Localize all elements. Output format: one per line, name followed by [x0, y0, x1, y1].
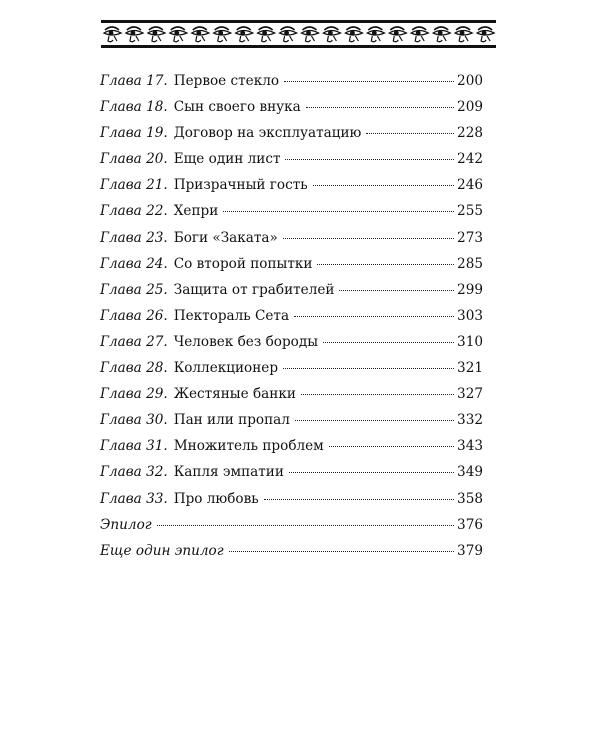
chapter-title: Жестяные банки [173, 386, 296, 403]
toc-entry [100, 303, 483, 329]
eye-of-horus-icon [411, 27, 428, 42]
toc-entry [100, 355, 483, 381]
page-number: 321 [457, 360, 483, 377]
dot-leader [157, 524, 454, 526]
page-number: 376 [457, 516, 483, 533]
eye-of-horus-icon [148, 27, 165, 42]
chapter-number: Глава 19. [100, 125, 168, 142]
dot-leader [289, 471, 454, 473]
chapter-title: Со второй попытки [173, 255, 313, 272]
page-number: 343 [457, 438, 483, 455]
page-number: 358 [457, 490, 483, 507]
chapter-number: Глава 33. [100, 490, 168, 507]
chapter-title: Капля эмпатии [173, 464, 284, 481]
toc-entry [100, 277, 483, 303]
toc-entry [100, 538, 483, 564]
chapter-number: Глава 20. [100, 151, 168, 168]
page-number: 209 [457, 99, 483, 116]
toc-entry [100, 459, 483, 485]
chapter-title: Еще один лист [173, 151, 281, 168]
eye-of-horus-icon [170, 27, 187, 42]
toc-entry [100, 251, 483, 277]
toc-entry [100, 381, 483, 407]
eye-of-horus-icon [455, 27, 472, 42]
chapter-title: Защита от грабителей [173, 281, 335, 298]
chapter-title: Коллекционер [173, 360, 279, 377]
page-number: 246 [457, 177, 483, 194]
chapter-number: Глава 26. [100, 307, 168, 324]
eye-of-horus-icon [477, 27, 494, 42]
eye-of-horus-icon [345, 27, 362, 42]
chapter-title: Сын своего внука [173, 99, 301, 116]
chapter-number: Глава 28. [100, 360, 168, 377]
page-number: 228 [457, 125, 483, 142]
toc-entry [100, 329, 483, 355]
chapter-title: Призрачный гость [173, 177, 308, 194]
page-number: 332 [457, 412, 483, 429]
dot-leader [313, 184, 454, 186]
chapter-number: Глава 17. [100, 73, 168, 89]
page-number: 285 [457, 255, 483, 272]
chapter-title: Боги «Заката» [173, 229, 278, 246]
chapter-title: Множитель проблем [173, 438, 324, 455]
chapter-number: Глава 30. [100, 412, 168, 429]
dot-leader [339, 289, 454, 291]
eye-of-horus-icon [389, 27, 406, 42]
chapter-title: Про любовь [173, 490, 259, 507]
chapter-title: Пан или пропал [173, 412, 290, 429]
toc-entry [100, 68, 483, 94]
chapter-number: Глава 23. [100, 229, 168, 246]
eye-of-horus-icon [433, 27, 450, 42]
eye-of-horus-icon [236, 27, 253, 42]
chapter-number: Еще один эпилог [100, 542, 224, 559]
dot-leader [283, 237, 454, 239]
dot-leader [285, 158, 454, 160]
table-of-contents [100, 68, 483, 564]
dot-leader [366, 132, 454, 134]
chapter-number: Эпилог [100, 516, 152, 533]
chapter-title: Хепри [173, 203, 219, 220]
toc-entry [100, 225, 483, 251]
dot-leader [295, 419, 454, 421]
page-number: 303 [457, 307, 483, 324]
chapter-title: Человек без бороды [173, 333, 319, 350]
dot-leader [301, 393, 454, 395]
chapter-number: Глава 32. [100, 464, 168, 481]
chapter-title: Пектораль Сета [173, 307, 290, 324]
toc-entry [100, 94, 483, 120]
dot-leader [294, 315, 454, 317]
eye-of-horus-icon [280, 27, 297, 42]
eye-of-horus-icon [192, 27, 209, 42]
page-number: 327 [457, 386, 483, 403]
eye-border-svg [101, 19, 496, 49]
page-number: 200 [457, 73, 483, 89]
chapter-number: Глава 24. [100, 255, 168, 272]
dot-leader [229, 550, 454, 552]
eye-of-horus-icon [323, 27, 340, 42]
dot-leader [329, 445, 454, 447]
eye-of-horus-icon [258, 27, 275, 42]
toc-entry [100, 146, 483, 172]
chapter-number: Глава 21. [100, 177, 168, 194]
page-number: 242 [457, 151, 483, 168]
chapter-number: Глава 25. [100, 281, 168, 298]
toc-entry [100, 512, 483, 538]
decorative-eye-border [101, 19, 496, 49]
page-number: 255 [457, 203, 483, 220]
dot-leader [283, 367, 454, 369]
page-number: 273 [457, 229, 483, 246]
eye-of-horus-icon [302, 27, 319, 42]
chapter-title: Первое стекло [173, 73, 280, 89]
chapter-number: Глава 18. [100, 99, 168, 116]
dot-leader [306, 106, 454, 108]
dot-leader [223, 210, 454, 212]
dot-leader [317, 263, 454, 265]
chapter-number: Глава 31. [100, 438, 168, 455]
dot-leader [284, 80, 454, 82]
dot-leader [323, 341, 454, 343]
eye-of-horus-icon [126, 27, 143, 42]
chapter-number: Глава 29. [100, 386, 168, 403]
page-number: 349 [457, 464, 483, 481]
toc-entry [100, 407, 483, 433]
toc-entry [100, 120, 483, 146]
page-number: 310 [457, 333, 483, 350]
chapter-number: Глава 27. [100, 333, 168, 350]
eye-of-horus-icon [104, 27, 121, 42]
dot-leader [264, 498, 454, 500]
chapter-title: Договор на эксплуатацию [173, 125, 362, 142]
page-number: 299 [457, 281, 483, 298]
toc-entry [100, 486, 483, 512]
toc-entry [100, 433, 483, 459]
eye-of-horus-icon [214, 27, 231, 42]
toc-entry [100, 198, 483, 224]
page-number: 379 [457, 542, 483, 559]
eye-of-horus-icon [367, 27, 384, 42]
toc-entry [100, 172, 483, 198]
chapter-number: Глава 22. [100, 203, 168, 220]
